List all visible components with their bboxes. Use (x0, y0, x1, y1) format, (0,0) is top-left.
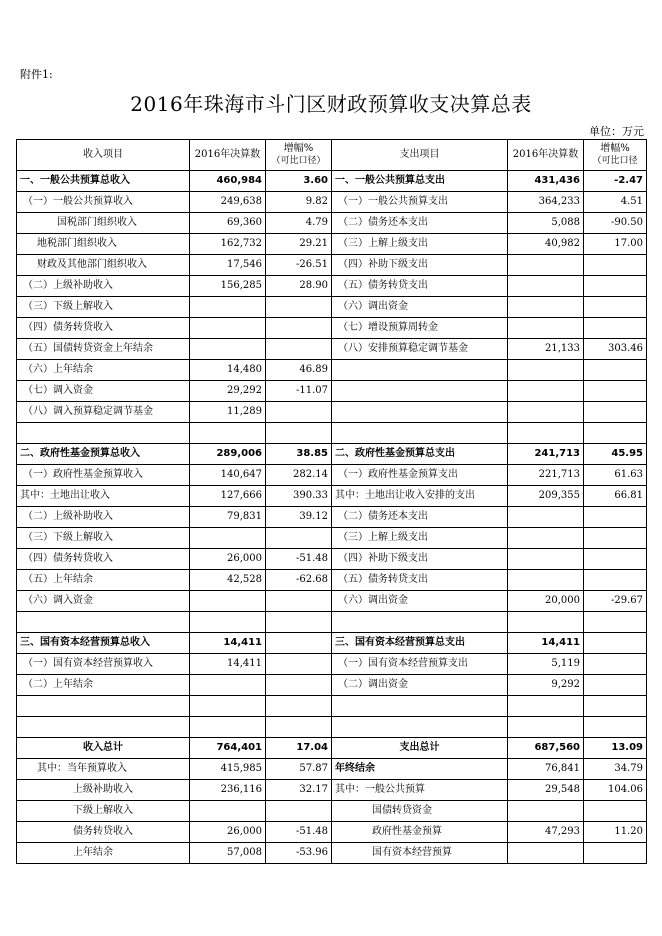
expense-growth (584, 612, 647, 633)
income-amount (190, 696, 266, 717)
income-item: （六）调入资金 (17, 591, 190, 612)
income-amount: 26,000 (190, 549, 266, 570)
expense-item: （四）补助下级支出 (332, 255, 508, 276)
income-amount: 127,666 (190, 486, 266, 507)
income-growth (266, 801, 332, 822)
expense-item (332, 717, 508, 738)
income-amount (190, 612, 266, 633)
attachment-label: 附件1: (20, 68, 53, 81)
expense-item: （一）国有资本经营预算支出 (332, 654, 508, 675)
income-amount (190, 591, 266, 612)
income-item: （二）上级补助收入 (17, 507, 190, 528)
income-item: 财政及其他部门组织收入 (17, 255, 190, 276)
table-row (17, 381, 647, 402)
expense-growth (584, 717, 647, 738)
income-item: 其中：当年预算收入 (17, 759, 190, 780)
header-income-amount: 2016年决算数 (190, 140, 266, 171)
income-growth: -53.96 (266, 843, 332, 864)
expense-amount: 40,982 (508, 234, 584, 255)
expense-growth: 17.00 (584, 234, 647, 255)
table-row (17, 507, 647, 528)
expense-growth (584, 255, 647, 276)
expense-amount (508, 570, 584, 591)
income-amount: 289,006 (190, 444, 266, 465)
expense-amount: 431,436 (508, 171, 584, 192)
expense-item: （二）债务还本支出 (332, 507, 508, 528)
income-growth (266, 339, 332, 360)
table-row (17, 192, 647, 213)
income-growth: -26.51 (266, 255, 332, 276)
income-growth: 4.79 (266, 213, 332, 234)
expense-item: 其中：一般公共预算 (332, 780, 508, 801)
expense-growth (584, 402, 647, 423)
table-row (17, 486, 647, 507)
expense-item (332, 696, 508, 717)
header-income-growth: 增幅% （可比口径） (266, 140, 332, 171)
expense-amount: 687,560 (508, 738, 584, 759)
table-row (17, 171, 647, 192)
income-item: 三、国有资本经营预算总收入 (17, 633, 190, 654)
expense-growth: 104.06 (584, 780, 647, 801)
income-growth: -62.68 (266, 570, 332, 591)
income-growth (266, 612, 332, 633)
income-amount (190, 717, 266, 738)
expense-item: 年终结余 (332, 759, 508, 780)
table-row (17, 339, 647, 360)
expense-amount: 364,233 (508, 192, 584, 213)
table-row (17, 360, 647, 381)
expense-item: （二）调出资金 (332, 675, 508, 696)
expense-amount (508, 696, 584, 717)
expense-growth (584, 360, 647, 381)
income-amount (190, 528, 266, 549)
income-amount: 17,546 (190, 255, 266, 276)
income-growth: 28.90 (266, 276, 332, 297)
expense-amount (508, 612, 584, 633)
income-growth (266, 717, 332, 738)
expense-item: 一、一般公共预算总支出 (332, 171, 508, 192)
expense-amount (508, 843, 584, 864)
income-item: （六）上年结余 (17, 360, 190, 381)
expense-amount (508, 717, 584, 738)
expense-item: （六）调出资金 (332, 591, 508, 612)
income-growth: 32.17 (266, 780, 332, 801)
expense-amount (508, 381, 584, 402)
expense-growth (584, 654, 647, 675)
expense-amount: 221,713 (508, 465, 584, 486)
income-item: 国税部门组织收入 (17, 213, 190, 234)
income-growth: -51.48 (266, 822, 332, 843)
expense-amount (508, 801, 584, 822)
income-growth: 46.89 (266, 360, 332, 381)
income-item: 二、政府性基金预算总收入 (17, 444, 190, 465)
page-title: 2016年珠海市斗门区财政预算收支决算总表 (130, 92, 532, 116)
expense-amount: 76,841 (508, 759, 584, 780)
income-item: （四）债务转贷收入 (17, 318, 190, 339)
expense-item (332, 612, 508, 633)
income-amount (190, 675, 266, 696)
expense-item: 国债转贷资金 (332, 801, 508, 822)
expense-amount: 5,088 (508, 213, 584, 234)
income-item: （三）下级上解收入 (17, 528, 190, 549)
income-item: （五）国债转贷资金上年结余 (17, 339, 190, 360)
table-row (17, 780, 647, 801)
income-amount: 26,000 (190, 822, 266, 843)
income-growth (266, 528, 332, 549)
table-row (17, 444, 647, 465)
table-row (17, 675, 647, 696)
income-amount: 156,285 (190, 276, 266, 297)
income-amount (190, 318, 266, 339)
expense-item: （二）债务还本支出 (332, 213, 508, 234)
expense-item: （三）上解上级支出 (332, 528, 508, 549)
income-growth: 17.04 (266, 738, 332, 759)
income-amount (190, 339, 266, 360)
income-item: 下级上解收入 (17, 801, 190, 822)
income-item: （一）政府性基金预算收入 (17, 465, 190, 486)
income-growth (266, 318, 332, 339)
expense-growth (584, 528, 647, 549)
income-item (17, 612, 190, 633)
expense-item: 二、政府性基金预算总支出 (332, 444, 508, 465)
income-amount: 14,411 (190, 633, 266, 654)
expense-item: （四）补助下级支出 (332, 549, 508, 570)
expense-growth: -2.47 (584, 171, 647, 192)
table-row (17, 822, 647, 843)
expense-item: （八）安排预算稳定调节基金 (332, 339, 508, 360)
income-growth (266, 675, 332, 696)
expense-item (332, 423, 508, 444)
table-row (17, 297, 647, 318)
income-growth: 282.14 (266, 465, 332, 486)
income-growth: -11.07 (266, 381, 332, 402)
income-item: （八）调入预算稳定调节基金 (17, 402, 190, 423)
income-growth: 390.33 (266, 486, 332, 507)
expense-growth: 45.95 (584, 444, 647, 465)
expense-growth: 61.63 (584, 465, 647, 486)
expense-amount (508, 528, 584, 549)
expense-amount: 21,133 (508, 339, 584, 360)
income-item: （四）债务转贷收入 (17, 549, 190, 570)
expense-amount: 241,713 (508, 444, 584, 465)
expense-item: 政府性基金预算 (332, 822, 508, 843)
expense-item: （七）增设预算周转金 (332, 318, 508, 339)
income-amount: 69,360 (190, 213, 266, 234)
expense-growth (584, 801, 647, 822)
income-item: （一）国有资本经营预算收入 (17, 654, 190, 675)
expense-growth: 66.81 (584, 486, 647, 507)
expense-growth: 34.79 (584, 759, 647, 780)
income-growth (266, 633, 332, 654)
income-item: （二）上级补助收入 (17, 276, 190, 297)
income-item: 收入总计 (17, 738, 190, 759)
income-item: 其中：土地出让收入 (17, 486, 190, 507)
income-growth: 57.87 (266, 759, 332, 780)
expense-amount: 20,000 (508, 591, 584, 612)
table-row (17, 465, 647, 486)
expense-item: （一）政府性基金预算支出 (332, 465, 508, 486)
expense-item: 其中：土地出让收入安排的支出 (332, 486, 508, 507)
expense-growth (584, 570, 647, 591)
expense-item: 三、国有资本经营预算总支出 (332, 633, 508, 654)
expense-growth (584, 318, 647, 339)
table-row (17, 654, 647, 675)
table-row (17, 696, 647, 717)
expense-growth (584, 549, 647, 570)
expense-item: （五）债务转贷支出 (332, 570, 508, 591)
budget-table (16, 139, 647, 864)
income-item: 一、一般公共预算总收入 (17, 171, 190, 192)
income-amount (190, 297, 266, 318)
income-amount: 764,401 (190, 738, 266, 759)
table-row (17, 528, 647, 549)
expense-amount: 47,293 (508, 822, 584, 843)
expense-growth (584, 507, 647, 528)
unit-label: 单位：万元 (589, 125, 644, 138)
header-expense-item: 支出项目 (332, 140, 508, 171)
table-row (17, 591, 647, 612)
table-header-row (17, 140, 647, 171)
expense-growth (584, 633, 647, 654)
expense-item: 国有资本经营预算 (332, 843, 508, 864)
expense-item (332, 381, 508, 402)
expense-growth: -90.50 (584, 213, 647, 234)
income-amount: 415,985 (190, 759, 266, 780)
table-row (17, 759, 647, 780)
income-growth: 3.60 (266, 171, 332, 192)
expense-growth (584, 675, 647, 696)
expense-growth (584, 276, 647, 297)
table-row (17, 276, 647, 297)
income-growth (266, 696, 332, 717)
table-row (17, 633, 647, 654)
expense-amount (508, 255, 584, 276)
income-item: （七）调入资金 (17, 381, 190, 402)
expense-growth: 4.51 (584, 192, 647, 213)
expense-growth: 303.46 (584, 339, 647, 360)
income-item: 债务转贷收入 (17, 822, 190, 843)
expense-amount: 5,119 (508, 654, 584, 675)
table-row (17, 717, 647, 738)
expense-item (332, 360, 508, 381)
expense-growth (584, 843, 647, 864)
table-row (17, 255, 647, 276)
income-amount: 236,116 (190, 780, 266, 801)
income-amount: 14,480 (190, 360, 266, 381)
table-row (17, 801, 647, 822)
income-growth (266, 591, 332, 612)
expense-amount (508, 318, 584, 339)
income-growth (266, 402, 332, 423)
expense-amount (508, 423, 584, 444)
income-amount: 460,984 (190, 171, 266, 192)
expense-amount (508, 276, 584, 297)
income-item (17, 696, 190, 717)
income-item: 地税部门组织收入 (17, 234, 190, 255)
expense-amount (508, 360, 584, 381)
expense-amount (508, 297, 584, 318)
income-amount: 140,647 (190, 465, 266, 486)
expense-growth (584, 423, 647, 444)
table-row (17, 402, 647, 423)
income-item: 上级补助收入 (17, 780, 190, 801)
income-growth: 29.21 (266, 234, 332, 255)
expense-amount: 29,548 (508, 780, 584, 801)
table-row (17, 843, 647, 864)
table-row (17, 570, 647, 591)
expense-item: （一）一般公共预算支出 (332, 192, 508, 213)
header-income-item: 收入项目 (17, 140, 190, 171)
income-amount: 79,831 (190, 507, 266, 528)
table-row (17, 549, 647, 570)
income-item (17, 717, 190, 738)
income-item: 上年结余 (17, 843, 190, 864)
income-growth: 9.82 (266, 192, 332, 213)
income-amount: 42,528 (190, 570, 266, 591)
expense-amount: 209,355 (508, 486, 584, 507)
income-growth: 38.85 (266, 444, 332, 465)
income-amount (190, 801, 266, 822)
income-growth: 39.12 (266, 507, 332, 528)
table-row (17, 318, 647, 339)
expense-amount: 9,292 (508, 675, 584, 696)
income-growth (266, 654, 332, 675)
income-item: （一）一般公共预算收入 (17, 192, 190, 213)
income-amount: 14,411 (190, 654, 266, 675)
expense-item: （五）债务转贷支出 (332, 276, 508, 297)
expense-growth: 13.09 (584, 738, 647, 759)
income-amount: 162,732 (190, 234, 266, 255)
income-amount: 249,638 (190, 192, 266, 213)
income-amount (190, 423, 266, 444)
table-row (17, 234, 647, 255)
expense-item: （三）上解上级支出 (332, 234, 508, 255)
table-row (17, 213, 647, 234)
expense-item: （六）调出资金 (332, 297, 508, 318)
income-growth (266, 423, 332, 444)
expense-item: 支出总计 (332, 738, 508, 759)
header-expense-growth: 增幅% （可比口径 (584, 140, 647, 171)
table-row (17, 612, 647, 633)
expense-growth: -29.67 (584, 591, 647, 612)
income-item: （五）上年结余 (17, 570, 190, 591)
expense-growth: 11.20 (584, 822, 647, 843)
expense-amount (508, 402, 584, 423)
table-row (17, 738, 647, 759)
income-amount: 11,289 (190, 402, 266, 423)
expense-amount (508, 549, 584, 570)
income-item: （三）下级上解收入 (17, 297, 190, 318)
expense-amount: 14,411 (508, 633, 584, 654)
income-amount: 29,292 (190, 381, 266, 402)
expense-item (332, 402, 508, 423)
expense-growth (584, 381, 647, 402)
income-item (17, 423, 190, 444)
income-item: （二）上年结余 (17, 675, 190, 696)
income-growth: -51.48 (266, 549, 332, 570)
expense-growth (584, 297, 647, 318)
income-amount: 57,008 (190, 843, 266, 864)
expense-amount (508, 507, 584, 528)
header-expense-amount: 2016年决算数 (508, 140, 584, 171)
expense-growth (584, 696, 647, 717)
table-row (17, 423, 647, 444)
income-growth (266, 297, 332, 318)
